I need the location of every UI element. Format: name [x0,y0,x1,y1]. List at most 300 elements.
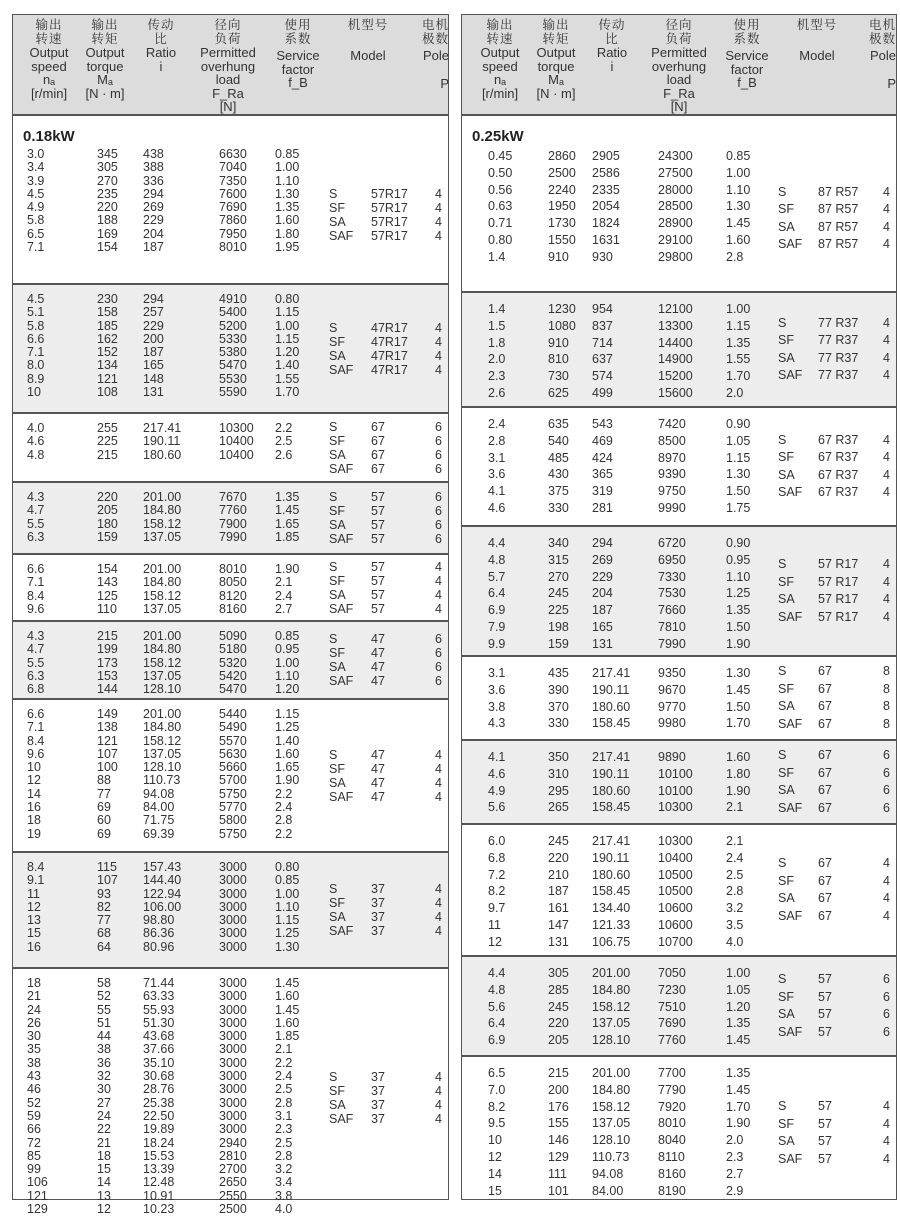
pole-count: 4 [883,908,890,923]
service-factor-cell: 1.10 [275,173,300,188]
overhung-load-cell: 5750 [219,826,247,841]
output-speed-cell: 46 [27,1082,41,1097]
power-section-title: 0.18kW [23,128,75,145]
model-row [778,782,890,800]
overhung-load-cell: 5570 [219,733,247,748]
output-speed-cell: 10 [27,385,41,400]
column-header-zh: 极数 [868,31,896,46]
service-factor-cell: 1.70 [726,369,751,384]
column-header-en: torque [86,58,124,74]
output-torque-cell: 810 [548,352,569,367]
service-factor-cell: 0.85 [275,629,300,643]
column-header-en: Output [29,45,69,60]
pole-count: 4 [883,333,890,347]
model-row [329,1084,442,1098]
ratio-cell: 637 [592,352,613,367]
output-speed-cell: 15 [27,926,41,941]
output-speed-cell: 21 [27,989,41,1004]
ratio-cell: 55.93 [143,1002,175,1017]
ratio-cell: 543 [592,417,613,431]
model-group [13,146,448,285]
service-factor-cell: 1.35 [726,1066,751,1080]
model-type: SF [778,989,794,1004]
overhung-load-cell: 5440 [219,707,247,721]
output-torque-cell: 350 [548,750,569,764]
column-header [528,19,584,100]
pole-count: 4 [435,320,442,335]
pole-count: 4 [435,573,442,588]
output-torque-cell: 159 [548,636,569,651]
model-type: SA [778,592,795,606]
model-row [329,574,442,588]
model-row [329,790,442,804]
ratio-cell: 229 [143,213,164,228]
service-factor-cell: 1.15 [275,913,300,928]
service-factor-cell: 2.8 [726,884,744,899]
model-row [329,434,442,448]
output-speed-cell: 6.0 [488,834,506,848]
overhung-load-cell: 3000 [219,976,247,990]
model-type: S [778,856,787,870]
column-header-zh: 使用 [733,18,761,32]
ratio-cell: 51.30 [143,1015,175,1030]
pole-count: 4 [435,1083,442,1098]
service-factor-cell: 2.2 [275,1055,293,1070]
ratio-cell: 714 [592,335,613,350]
service-factor-cell: 1.50 [726,619,751,634]
overhung-load-cell: 10300 [658,834,693,848]
model-type: SAF [329,461,354,476]
output-speed-cell: 0.71 [488,216,513,231]
model-type: SF [329,573,345,588]
output-speed-cell: 7.9 [488,619,506,634]
service-factor-cell: 0.95 [275,642,300,657]
column-header-en: overhung [200,58,256,74]
model-row [329,1070,442,1084]
overhung-load-cell: 15600 [658,385,693,400]
overhung-load-cell: 3000 [219,1108,247,1123]
ratio-cell: 201.00 [592,1066,631,1080]
model-size: 57 [371,518,385,532]
pole-count: 6 [435,447,442,462]
model-type: SA [329,775,346,790]
service-factor-cell: 1.00 [275,886,300,901]
pole-count: 4 [435,747,442,762]
overhung-load-cell: 7420 [658,417,686,431]
model-type: SA [329,518,346,532]
model-type: SAF [778,368,803,382]
column-header-en: Pole [422,48,449,63]
model-size: 57R17 [371,228,408,243]
pole-count: 6 [883,1007,890,1021]
overhung-load-cell: 29100 [658,232,693,247]
model-type: S [778,972,787,986]
output-torque-cell: 910 [548,249,569,264]
ratio-cell: 158.12 [143,655,182,670]
overhung-load-cell: 28500 [658,199,693,214]
model-size: 47R17 [371,362,408,377]
pole-count: 4 [883,856,890,870]
ratio-cell: 137.05 [592,1116,631,1131]
model-row [778,1151,890,1169]
overhung-load-cell: 5590 [219,385,247,400]
model-size: 87 R57 [818,184,859,199]
output-speed-cell: 85 [27,1148,41,1163]
output-torque-cell: 21 [97,1135,111,1150]
service-factor-cell: 1.15 [275,305,300,320]
ratio-cell: 388 [143,160,164,175]
pole-count: 8 [883,681,890,696]
column-header [472,19,528,100]
output-speed-cell: 6.3 [27,668,45,683]
service-factor-cell: 1.50 [726,484,751,499]
model-type: SA [329,348,346,363]
model-row [329,363,442,377]
model-type: SF [778,873,794,888]
service-factor-cell: 1.30 [726,666,751,680]
model-group [13,700,448,853]
model-type: S [329,632,338,646]
pole-count: 6 [883,800,890,815]
ratio-cell: 217.41 [592,834,631,848]
output-speed-cell: 5.5 [27,655,45,670]
pole-count: 4 [435,1111,442,1126]
model-size: 77 R37 [818,315,859,330]
service-factor-cell: 1.00 [726,966,751,980]
overhung-load-cell: 3000 [219,1082,247,1097]
column-header-zh: 传动 [598,18,626,32]
output-torque-cell: 635 [548,417,569,431]
overhung-load-cell: 8120 [219,588,247,603]
output-torque-cell: 82 [97,899,111,914]
model-size: 47R17 [371,334,408,349]
pole-count: 6 [435,433,442,448]
overhung-load-cell: 7690 [658,1016,686,1031]
service-factor-cell: 2.3 [275,1122,293,1137]
overhung-load-cell: 6630 [219,147,247,161]
service-factor-cell: 1.00 [726,165,751,180]
output-torque-cell: 146 [548,1133,569,1148]
output-torque-cell: 32 [97,1069,111,1084]
service-factor-cell: 1.15 [275,331,300,346]
ratio-cell: 10.23 [143,1202,175,1217]
pole-count: 6 [435,674,442,688]
service-factor-cell: 1.60 [275,989,300,1004]
model-row [778,765,890,783]
service-factor-cell: 1.25 [726,586,751,601]
model-row [329,748,442,762]
output-speed-cell: 0.63 [488,199,513,214]
overhung-load-cell: 3000 [219,913,247,928]
overhung-load-cell: 10100 [658,783,693,798]
overhung-load-cell: 8010 [658,1116,686,1131]
output-speed-cell: 1.4 [488,302,506,316]
overhung-load-cell: 27500 [658,165,693,180]
output-speed-cell: 5.1 [27,305,45,320]
output-torque-cell: 185 [97,318,118,333]
column-header-en: load [215,72,241,87]
service-factor-cell: 2.0 [726,385,744,400]
ratio-cell: 144.40 [143,873,182,888]
column-header-zh: 转速 [486,31,514,46]
output-speed-cell: 1.8 [488,335,506,350]
pole-count: 4 [883,315,890,330]
model-type: S [329,559,338,574]
pole-count: 4 [883,467,890,482]
model-row [778,800,890,818]
column-header-zh: 比 [605,31,619,46]
output-speed-cell: 9.7 [488,901,506,916]
model-type: S [329,1069,338,1084]
model-size: 57 [371,504,385,518]
column-header [640,19,718,114]
overhung-load-cell: 14400 [658,335,693,350]
service-factor-cell: 1.35 [726,335,751,350]
ratio-cell: 110.73 [143,773,181,788]
model-size: 57 [818,1116,832,1131]
model-group [13,414,448,483]
pole-count: 8 [883,716,890,731]
ratio-cell: 180.60 [592,867,631,882]
overhung-load-cell: 7990 [219,529,247,544]
model-group [462,527,896,657]
model-size: 87 R57 [818,202,859,216]
output-torque-cell: 2240 [548,182,576,197]
service-factor-cell: 1.45 [726,1033,751,1048]
model-list [329,622,442,698]
output-torque-cell: 169 [97,226,118,241]
service-factor-cell: 2.1 [726,834,744,848]
model-type: S [778,184,787,199]
output-torque-cell: 38 [97,1042,111,1057]
output-speed-cell: 4.5 [27,186,45,201]
output-torque-cell: 210 [548,867,569,882]
overhung-load-cell: 7760 [658,1033,686,1048]
pole-count: 6 [435,646,442,660]
model-row [329,215,442,229]
ratio-cell: 18.24 [143,1135,175,1150]
output-torque-cell: 625 [548,385,569,400]
ratio-cell: 294 [143,292,164,306]
overhung-load-cell: 7040 [219,160,247,175]
model-type: SF [778,333,794,347]
model-row [778,890,890,908]
overhung-load-cell: 7990 [658,636,686,651]
ratio-cell: 137.05 [143,668,182,683]
output-speed-cell: 2.0 [488,352,506,367]
overhung-load-cell: 5420 [219,668,247,683]
model-row [778,574,890,592]
overhung-load-cell: 5700 [219,773,247,788]
ratio-cell: 158.12 [143,733,182,748]
model-size: 57 R17 [818,592,859,606]
ratio-cell: 365 [592,467,613,482]
overhung-load-cell: 5470 [219,682,247,697]
column-header-en: i [159,58,163,74]
model-row [329,335,442,349]
model-type: SF [329,200,345,215]
output-speed-cell: 8.2 [488,1099,506,1114]
model-row [778,556,890,574]
output-torque-cell: 24 [97,1108,111,1123]
column-header-zh: 极数 [421,31,449,46]
model-row [778,698,890,716]
model-type: S [778,664,787,678]
overhung-load-cell: 10300 [219,421,254,435]
ratio-cell: 930 [592,249,613,264]
output-torque-cell: 154 [97,562,118,576]
output-speed-cell: 6.9 [488,1033,506,1048]
output-speed-cell: 4.8 [488,982,506,997]
service-factor-cell: 1.75 [726,500,751,515]
ratio-cell: 13.39 [143,1162,175,1177]
model-size: 57 R17 [818,557,859,571]
ratio-cell: 134.40 [592,901,631,916]
output-speed-cell: 72 [27,1135,41,1150]
ratio-cell: 131 [592,636,613,651]
model-size: 67 [818,873,832,888]
model-size: 47 [371,632,385,646]
output-torque-cell: 245 [548,586,569,601]
ratio-cell: 294 [592,536,613,550]
service-factor-cell: 1.10 [275,668,300,683]
output-torque-cell: 1730 [548,216,576,231]
output-speed-cell: 4.6 [27,434,45,449]
overhung-load-cell: 3000 [219,926,247,941]
column-header-en: [N · m] [85,85,125,101]
output-speed-cell: 12 [488,934,502,949]
pole-count: 4 [883,1151,890,1166]
ratio-cell: 137.05 [592,1016,631,1031]
ratio-cell: 137.05 [143,601,182,616]
model-type: S [329,320,338,335]
output-speed-cell: 8.2 [488,884,506,899]
pole-count: 6 [883,748,890,762]
output-torque-cell: 101 [548,1183,569,1198]
column-header-en: Pole [869,48,896,63]
output-torque-cell: 225 [548,603,569,618]
ratio-cell: 180.60 [592,783,631,798]
service-factor-cell: 3.4 [275,1175,293,1190]
overhung-load-cell: 7760 [219,503,247,518]
ratio-cell: 28.76 [143,1082,175,1097]
model-type: SF [329,646,345,660]
output-torque-cell: 245 [548,834,569,848]
overhung-load-cell: 7670 [219,490,247,504]
model-row [329,762,442,776]
output-speed-cell: 7.1 [27,575,45,590]
model-row [329,518,442,532]
ratio-cell: 128.10 [592,1033,631,1048]
pole-count: 4 [435,186,442,201]
output-torque-cell: 88 [97,773,111,788]
pole-count: 4 [883,184,890,199]
model-size: 57 R17 [818,609,859,624]
output-speed-cell: 7.1 [27,240,45,255]
output-speed-cell: 14 [488,1166,502,1181]
service-factor-cell: 1.90 [726,1116,751,1131]
output-torque-cell: 14 [97,1175,111,1190]
model-size: 67 [371,433,385,448]
model-row [778,201,890,219]
ratio-cell: 1631 [592,232,620,247]
output-torque-cell: 27 [97,1095,111,1110]
output-speed-cell: 24 [27,1002,41,1017]
column-header-zh: 系数 [284,31,312,46]
output-speed-cell: 6.8 [27,682,45,697]
model-type: SA [778,891,795,905]
model-type: SA [778,1134,795,1148]
table-header [462,15,896,116]
output-speed-cell: 8.4 [27,733,45,748]
ratio-cell: 336 [143,173,164,188]
model-type: SAF [329,362,354,377]
ratio-cell: 229 [143,318,164,333]
ratio-cell: 294 [143,186,164,201]
model-size: 67 R37 [818,467,859,482]
output-torque-cell: 295 [548,783,569,798]
service-factor-cell: 1.30 [275,939,300,954]
output-torque-cell: 60 [97,813,111,828]
service-factor-cell: 2.0 [726,1133,744,1148]
column-header [716,19,778,90]
output-torque-cell: 143 [97,575,118,590]
pole-count: 8 [883,664,890,678]
pole-count: 4 [883,557,890,571]
service-factor-cell: 1.90 [726,783,751,798]
ratio-cell: 201.00 [143,490,182,504]
column-header [784,19,850,62]
model-type: SAF [778,1024,803,1039]
model-size: 67 [818,664,832,678]
column-header [267,19,329,90]
output-speed-cell: 18 [27,813,41,828]
output-torque-cell: 110 [97,601,117,616]
overhung-load-cell: 7920 [658,1099,686,1114]
overhung-load-cell: 5530 [219,371,247,386]
output-torque-cell: 154 [97,240,118,255]
pole-count: 4 [435,348,442,363]
overhung-load-cell: 10500 [658,884,693,899]
output-speed-cell: 4.3 [488,716,506,731]
column-header [133,19,189,73]
output-speed-cell: 6.5 [488,1066,506,1080]
service-factor-cell: 1.50 [726,699,751,714]
model-row [329,660,442,674]
model-group [462,741,896,825]
overhung-load-cell: 3000 [219,860,247,874]
column-header-en: factor [281,61,315,77]
ratio-cell: 106.00 [143,899,182,914]
ratio-cell: 954 [592,302,613,316]
model-list [329,414,442,481]
model-size: 37 [371,1069,385,1084]
table-header [13,15,448,116]
output-torque-cell: 180 [97,516,118,531]
overhung-load-cell: 7050 [658,966,686,980]
model-row [778,873,890,891]
ratio-cell: 158.12 [592,999,631,1014]
model-row [778,367,890,385]
output-speed-cell: 0.50 [488,165,513,180]
pole-count: 4 [435,334,442,349]
output-torque-cell: 1080 [548,318,576,333]
overhung-load-cell: 3000 [219,1042,247,1057]
service-factor-cell: 1.40 [275,358,300,373]
service-factor-cell: 3.1 [275,1108,293,1123]
overhung-load-cell: 9670 [658,682,686,697]
model-type: SAF [329,601,354,616]
